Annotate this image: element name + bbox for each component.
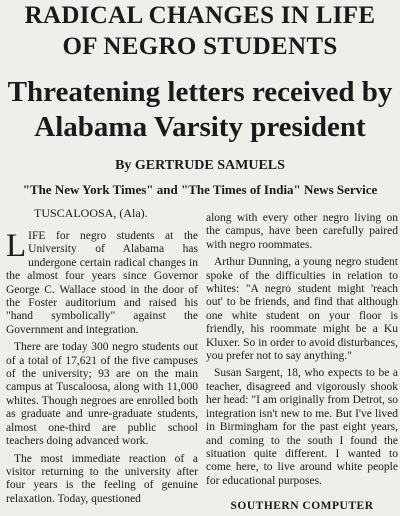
section-subhead: SOUTHERN COMPUTER bbox=[230, 500, 374, 512]
byline: By GERTRUDE SAMUELS bbox=[115, 158, 285, 173]
news-service-credit: "The New York Times" and "The Times of India" News Service bbox=[22, 182, 378, 197]
headline-line-1: RADICAL CHANGES IN LIFE bbox=[24, 2, 376, 29]
paragraph: There are today 300 negro students out of a total of 17,621 of the five campuses of the university; 93 are on the main campus at Tuscaloosa, along with 11,000 whites. Though negroes are enrolled both as graduate and unre-graduate students, almost one-third are public school teachers doing advanced work. bbox=[6, 341, 198, 448]
paragraph: The most immediate reaction of a visitor returning to the university after four years is the feeling of genuine relaxation. Today, questioned bbox=[6, 452, 198, 505]
dateline: TUSCALOOSA, (Ala). bbox=[34, 206, 148, 220]
subheadline bbox=[0, 75, 400, 145]
subheadline-line-1: Threatening letters received by bbox=[7, 76, 393, 108]
paragraph: Arthur Dunning, a young negro student spoke of the difficulties in relation to whites: "A negro student might 'reach out' to be friends, and find that although one white student on your floor is friendly, his roommate might be a Ku Kluxer. So in order to avoid disturbances, you prefer not to say anything." bbox=[206, 256, 398, 363]
drop-cap: L bbox=[6, 228, 27, 264]
headline-line-2: OF NEGRO STUDENTS bbox=[62, 33, 338, 60]
paragraph: along with every other negro living on the campus, have been carefully paired with negro roommates. bbox=[206, 212, 398, 251]
paragraph: Susan Sargent, 18, who expects to be a teacher, disagreed and vigorously shook her head: "I am originally from Detrot, so integration isn't new to me. But I've lived in Birmingham for the past eight years, and coming to the south I found the situation quite different. I wanted to come here, to live around white people for educational purposes. bbox=[206, 367, 398, 487]
paragraph bbox=[6, 230, 198, 337]
headline bbox=[0, 0, 400, 62]
left-column bbox=[6, 230, 198, 510]
subheadline-line-2: Alabama Varsity president bbox=[34, 111, 366, 143]
paragraph-text: IFE for negro students at the University of Alabama has undergone certain radical changes in the almost four years since Governor George C. Wallace stood in the door of the Foster auditorium and raised his "hand symbolically" against the Government and integration. bbox=[6, 230, 198, 336]
right-column bbox=[206, 212, 398, 492]
